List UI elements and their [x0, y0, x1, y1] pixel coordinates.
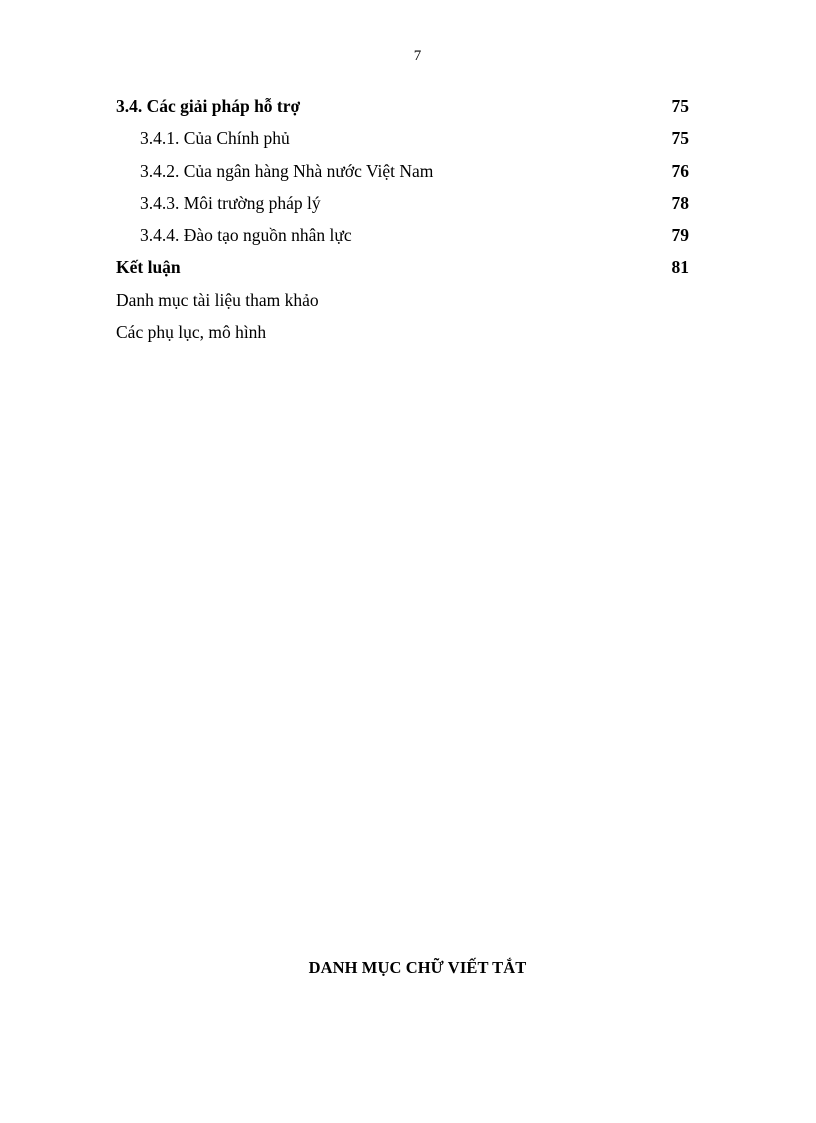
- toc-entry-title: Các phụ lục, mô hình: [116, 322, 267, 343]
- toc-entry-title: Kết luận: [116, 257, 181, 278]
- toc-entry-3-4-1: [116, 124, 689, 156]
- toc-entry-3-4-3: [116, 189, 689, 221]
- toc-entry-title: 3.4.3. Môi trường pháp lý: [140, 192, 321, 213]
- toc-entry-title: Danh mục tài liệu tham khảo: [116, 289, 319, 310]
- toc-entry-title: 3.4. Các giải pháp hỗ trợ: [116, 96, 301, 116]
- toc-entry-page: 81: [671, 257, 689, 278]
- toc-entry-title: 3.4.2. Của ngân hàng Nhà nước Việt Nam: [140, 160, 434, 181]
- toc-entry-page: 76: [671, 160, 689, 181]
- toc-entry-page: 79: [671, 225, 689, 246]
- toc-entry-page: 78: [671, 192, 689, 213]
- toc-entry-3-4-2: [116, 157, 689, 189]
- toc-entry-3-4: [116, 92, 689, 124]
- toc-entry-appendices: [116, 318, 689, 350]
- toc-entry-title: 3.4.4. Đào tạo nguồn nhân lực: [140, 225, 352, 246]
- toc-entry-title: 3.4.1. Của Chính phủ: [140, 128, 290, 149]
- toc-entry-page: 75: [671, 96, 689, 116]
- page-number: 7: [413, 48, 422, 64]
- toc-entry-references: [116, 286, 689, 318]
- toc-entry-page: 75: [671, 128, 689, 149]
- toc-entry-conclusion: [116, 253, 689, 285]
- toc-entry-3-4-4: [116, 221, 689, 253]
- table-of-contents: [116, 92, 689, 350]
- abbreviations-heading: DANH MỤC CHỮ VIẾT TẮT: [308, 958, 527, 977]
